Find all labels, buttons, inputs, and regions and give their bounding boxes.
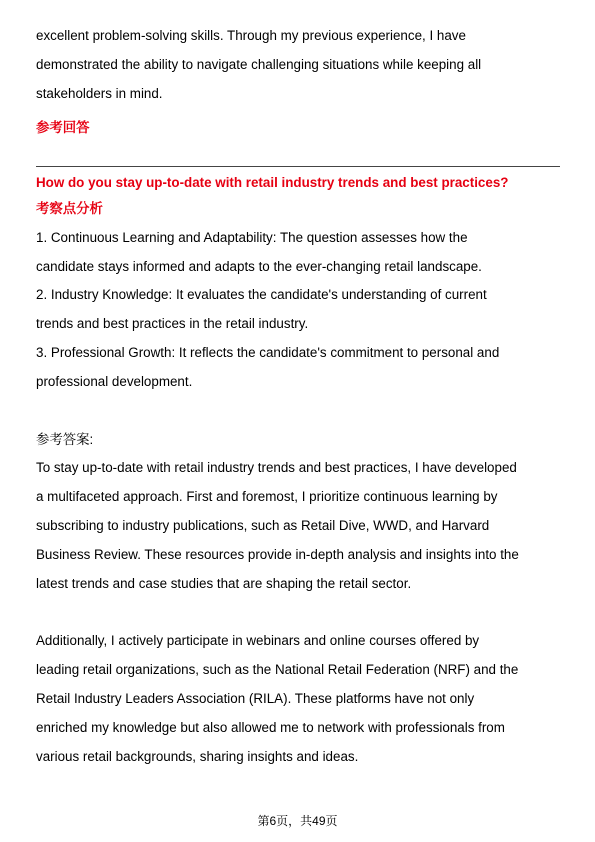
answer-paragraph-2 <box>36 627 560 771</box>
text-line: 3. Professional Growth: It reflects the candidate's commitment to personal and <box>36 344 500 360</box>
text-line: Retail Industry Leaders Association (RILA). These platforms have not only <box>36 690 475 706</box>
document-page <box>36 22 560 771</box>
text-line: demonstrated the ability to navigate challenging situations while keeping all <box>36 56 482 72</box>
text-line: a multifaceted approach. First and foremost, I prioritize continuous learning by <box>36 489 498 505</box>
text-line: latest trends and case studies that are shaping the retail sector. <box>36 575 412 591</box>
text-line: stakeholders in mind. <box>36 85 163 101</box>
text-line: 2. Industry Knowledge: It evaluates the candidate's understanding of current <box>36 287 487 303</box>
text-line: trends and best practices in the retail industry. <box>36 316 309 332</box>
text-line: leading retail organizations, such as the National Retail Federation (NRF) and the <box>36 662 519 678</box>
analysis-label: 考察点分析 <box>36 200 103 216</box>
text-line: To stay up-to-date with retail industry trends and best practices, I have developed <box>36 460 517 476</box>
text-line: Additionally, I actively participate in webinars and online courses offered by <box>36 633 480 649</box>
answer-label: 参考答案: <box>36 431 94 447</box>
answer-paragraph-1 <box>36 454 560 598</box>
page-number-footer: 第6页，共49页 <box>257 814 338 828</box>
text-line: enriched my knowledge but also allowed me to network with professionals from <box>36 719 505 735</box>
section-divider <box>36 166 560 167</box>
analysis-points <box>36 224 560 397</box>
text-line: 1. Continuous Learning and Adaptability: The question assesses how the <box>36 229 468 245</box>
intro-paragraph <box>36 22 560 108</box>
question-heading: How do you stay up-to-date with retail industry trends and best practices? <box>36 175 509 191</box>
reference-answer-label: 参考回答 <box>36 120 90 136</box>
text-line: excellent problem-solving skills. Through my previous experience, I have <box>36 28 466 43</box>
text-line: candidate stays informed and adapts to the ever-changing retail landscape. <box>36 258 482 274</box>
text-line: various retail backgrounds, sharing insights and ideas. <box>36 748 359 764</box>
text-line: subscribing to industry publications, such as Retail Dive, WWD, and Harvard <box>36 517 490 533</box>
text-line: professional development. <box>36 373 193 389</box>
text-line: Business Review. These resources provide in-depth analysis and insights into the <box>36 546 519 562</box>
